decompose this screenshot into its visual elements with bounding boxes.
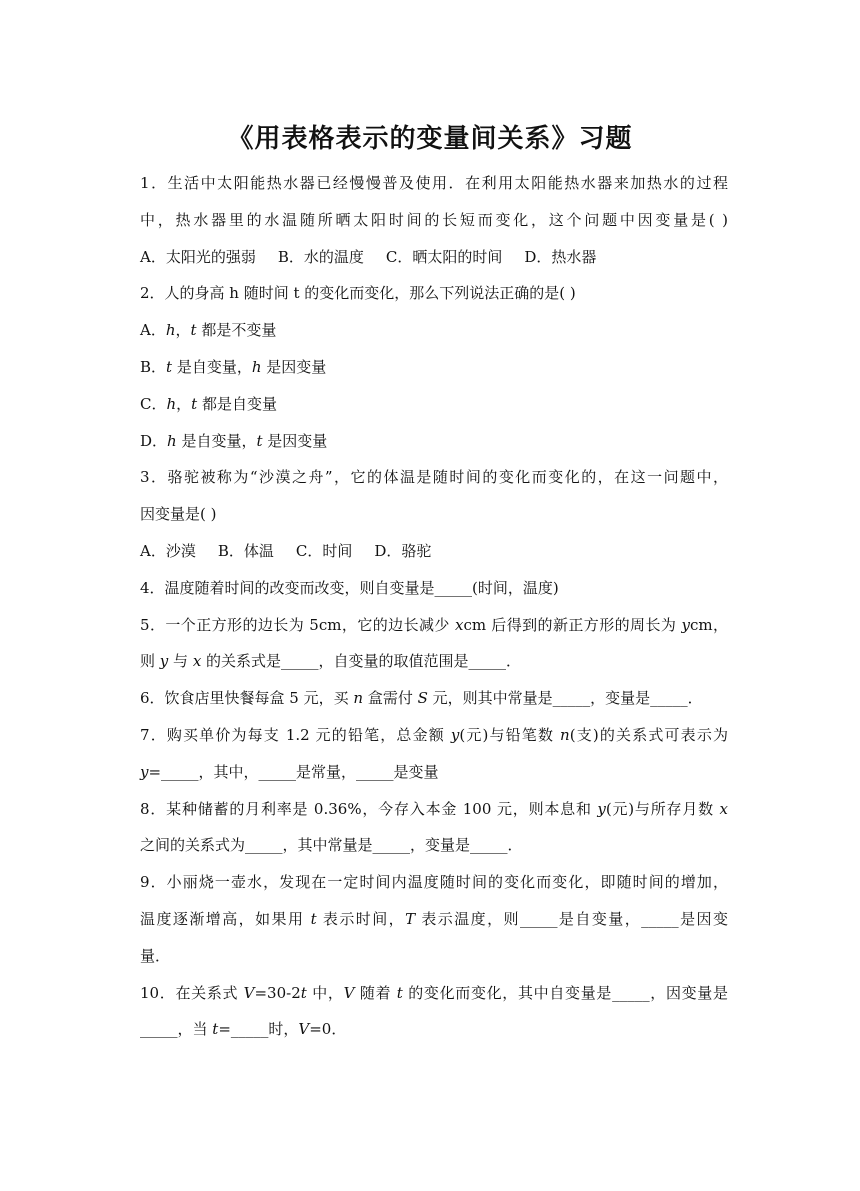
- question-4: 4．温度随着时间的改变而改变，则自变量是_____(时间，温度): [140, 578, 559, 597]
- q1-option-d: D．热水器: [524, 247, 597, 266]
- question-3-line-1: 3．骆驼被称为“沙漠之舟”，它的体温是随时间的变化而变化的，在这一问题中，: [140, 468, 728, 487]
- question-10-line-2: _____，当 t=_____时，V=0．: [140, 1020, 347, 1039]
- question-9-line-1: 9．小丽烧一壶水，发现在一定时间内温度随时间的变化而变化，即随时间的增加，: [140, 873, 728, 892]
- question-2-stem: 2．人的身高 h 随时间 t 的变化而变化，那么下列说法正确的是( ): [140, 284, 576, 303]
- question-6: 6．饮食店里快餐每盒 5 元，买 n 盒需付 S 元，则其中常量是_____，变量是_____．: [140, 689, 703, 708]
- q1-option-a: A．太阳光的强弱: [140, 247, 256, 266]
- question-7-line-1: 7．购买单价为每支 1.2 元的铅笔，总金额 y(元)与铅笔数 n(支)的关系式可表示为: [140, 725, 728, 744]
- q3-option-a: A．沙漠: [140, 541, 196, 560]
- page-title: 《用表格表示的变量间关系》习题: [227, 124, 633, 154]
- question-9-line-2: 温度逐渐增高，如果用 t 表示时间，T 表示温度，则_____是自变量，_____是因变: [140, 909, 728, 928]
- question-5-line-2: 则 y 与 x 的关系式是_____，自变量的取值范围是_____．: [140, 652, 522, 671]
- exercise-list: [140, 165, 728, 1048]
- question-1-line-1: 1．生活中太阳能热水器已经慢慢普及使用．在利用太阳能热水器来加热水的过程: [140, 174, 728, 192]
- question-10-line-1: 10．在关系式 V=30-2t 中，V 随着 t 的变化而变化，其中自变量是_____，因变量是: [140, 983, 728, 1002]
- q3-option-d: D．骆驼: [374, 541, 432, 560]
- q3-option-b: B．体温: [217, 541, 274, 560]
- question-5-line-1: 5．一个正方形的边长为 5cm，它的边长减少 xcm 后得到的新正方形的周长为 ycm，: [140, 615, 728, 634]
- question-8-line-2: 之间的关系式为_____，其中常量是_____，变量是_____．: [140, 836, 523, 855]
- q1-option-b: B．水的温度: [277, 247, 364, 266]
- question-9-line-3: 量．: [140, 946, 171, 965]
- question-3-options: [140, 533, 728, 570]
- q2-option-d: D．h 是自变量，t 是因变量: [140, 431, 328, 450]
- q2-option-a: A．h，t 都是不变量: [140, 321, 277, 340]
- question-1-options: [140, 239, 728, 276]
- question-1-line-2: 中，热水器里的水温随所晒太阳时间的长短而变化，这个问题中因变量是( ): [140, 210, 728, 229]
- question-8-line-1: 8．某种储蓄的月利率是 0.36%，今存入本金 100 元，则本息和 y(元)与所存月数 x: [140, 799, 728, 818]
- q3-option-c: C．时间: [295, 541, 353, 560]
- q2-option-b: B．t 是自变量，h 是因变量: [140, 357, 327, 376]
- q1-option-c: C．晒太阳的时间: [385, 247, 503, 266]
- q2-option-c: C．h，t 都是自变量: [140, 394, 277, 413]
- question-3-line-2: 因变量是( ): [140, 505, 217, 524]
- question-7-line-2: y=_____，其中，_____是常量，_____是变量: [140, 762, 439, 781]
